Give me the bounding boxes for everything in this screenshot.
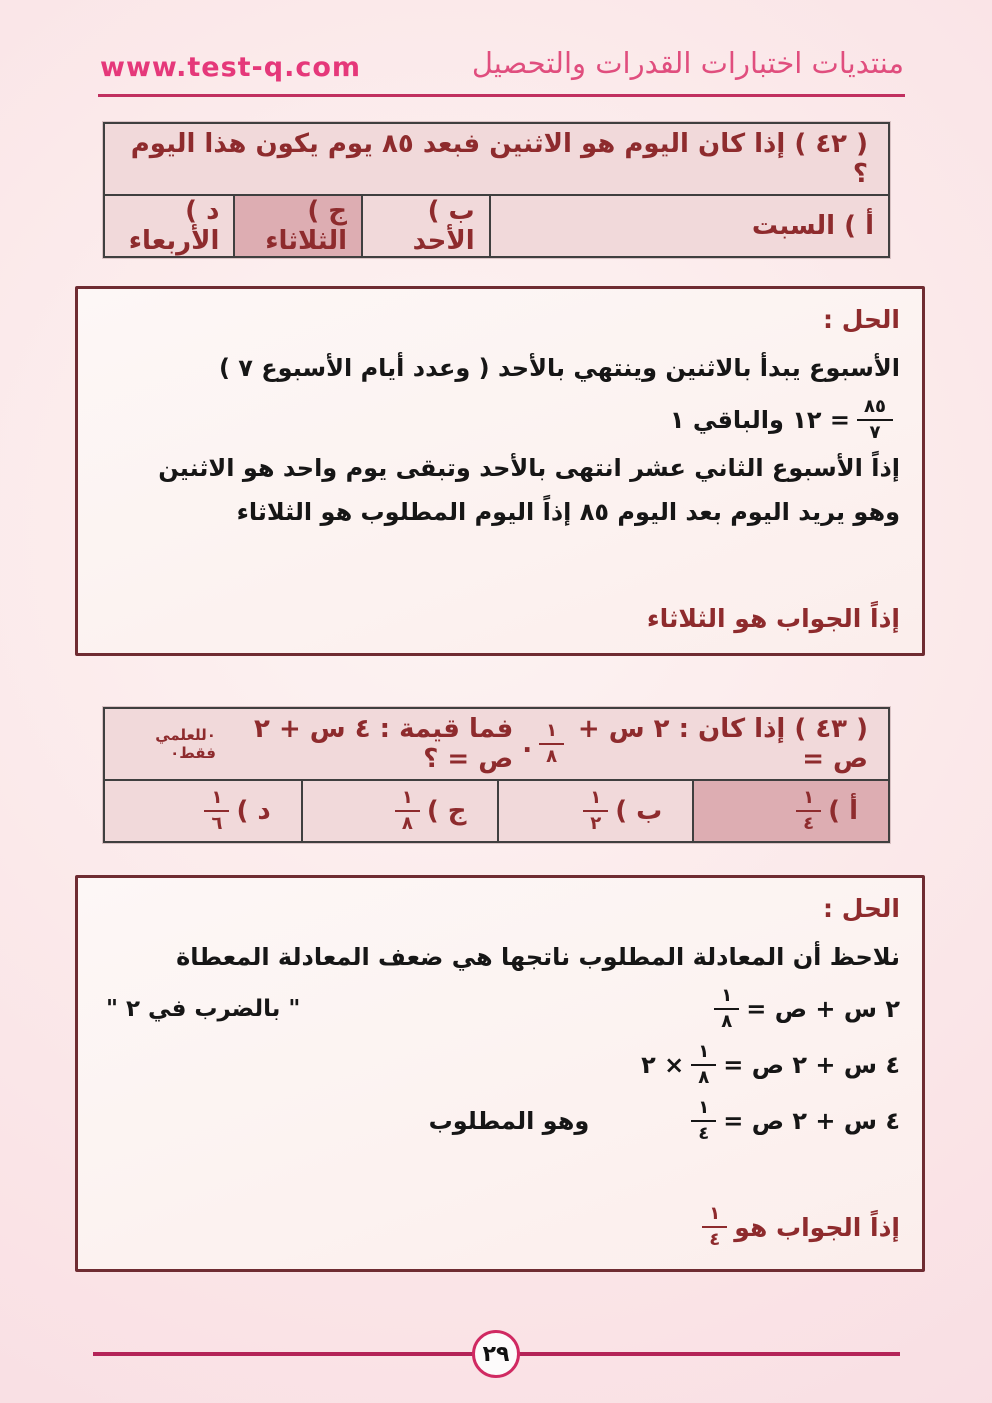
site-url[interactable]: www.test-q.com [100,52,362,83]
eq2-times-2: × ٢ [641,1051,685,1079]
question-42-answers [105,196,888,256]
q43-option-d[interactable]: د ) $\frac{١}{٦}$ [105,781,301,841]
q42-option-c[interactable]: ج ) الثلاثاء [233,196,361,256]
sol42-eq-rest: = ١٢ والباقي ١ [669,406,851,434]
question-42-text: ( ٤٢ ) إذا كان اليوم هو الاثنين فبعد ٨٥ يوم يكون هذا اليوم ؟ [105,124,888,196]
site-title: منتديات اختبارات القدرات والتحصيل [471,46,904,80]
fraction-85-7: $\frac{٨٥}{٧}$ [857,398,893,442]
sol42-equation [100,398,900,442]
sol43-equation-1 [100,987,900,1031]
sol43-final-answer: إذاً الجواب هو $\frac{١}{٤}$ [100,1205,900,1249]
fraction-1-8: $\frac{١}{٨}$ [691,1043,716,1087]
q43-track-note: ۰للعلمي فقط۰ [155,726,216,762]
fraction-1-4: $\frac{١}{٤}$ [702,1205,727,1249]
q43-option-c[interactable]: ج ) $\frac{١}{٨}$ [301,781,497,841]
solution-43-box [75,875,925,1272]
fraction-1-4: $\frac{١}{٤}$ [796,789,821,833]
fraction-1-8: $\frac{١}{٨}$ [539,722,564,766]
q43-text-post: فما قيمة : ٤ س + ٢ ص = ؟ [254,714,514,774]
sol42-line1: الأسبوع يبدأ بالاثنين وينتهي بالأحد ( وعدد أيام الأسبوع ٧ ) [218,354,900,382]
eq3-lhs: ٤ س + ٢ ص = [723,1107,900,1135]
fraction-1-8-option: $\frac{١}{٨}$ [395,789,420,833]
page-number: ٢٩ [482,1341,510,1367]
question-43-answers [105,781,888,841]
fraction-1-8: $\frac{١}{٨}$ [714,987,739,1031]
solution-label: الحل : [823,894,900,923]
eq2-lhs: ٤ س + ٢ ص = [723,1051,900,1079]
sol43-equation-3 [100,1099,900,1143]
solution-label: الحل : [823,305,900,334]
sol42-final-answer: إذاً الجواب هو الثلاثاء [646,604,900,633]
q43-text-dot: . [522,729,533,759]
page-number-badge [472,1330,520,1378]
question-42-box [103,122,890,258]
fraction-1-4: $\frac{١}{٤}$ [691,1099,716,1143]
header-divider [98,94,905,97]
eq1-lhs: ٢ س + ص = [746,995,900,1023]
eq1-multiply-note: " بالضرب في ٢ " [106,996,301,1022]
question-43-box [103,707,890,843]
q42-option-d[interactable]: د ) الأربعاء [128,196,220,256]
q43-option-b[interactable]: ب ) $\frac{١}{٢}$ [497,781,693,841]
eq3-required-note: وهو المطلوب [428,1107,590,1135]
sol42-line4: وهو يريد اليوم بعد اليوم ٨٥ إذاً اليوم المطلوب هو الثلاثاء [236,498,900,526]
q43-option-a[interactable]: أ ) $\frac{١}{٤}$ [692,781,888,841]
q42-option-a[interactable]: أ ) السبت [489,196,888,256]
q43-text-pre: ( ٤٣ ) إذا كان : ٢ س + ص = [577,714,868,774]
fraction-1-2: $\frac{١}{٢}$ [583,789,608,833]
q42-option-b[interactable]: ب ) الأحد [361,196,489,256]
sol43-line1: نلاحظ أن المعادلة المطلوب ناتجها هي ضعف المعادلة المعطاة [176,943,900,971]
solution-42-box [75,286,925,656]
question-43-text [105,709,888,781]
sol43-equation-2 [100,1043,900,1087]
sol42-line3: إذاً الأسبوع الثاني عشر انتهى بالأحد وتبقى يوم واحد هو الاثنين [158,454,900,482]
fraction-1-6: $\frac{١}{٦}$ [204,789,229,833]
